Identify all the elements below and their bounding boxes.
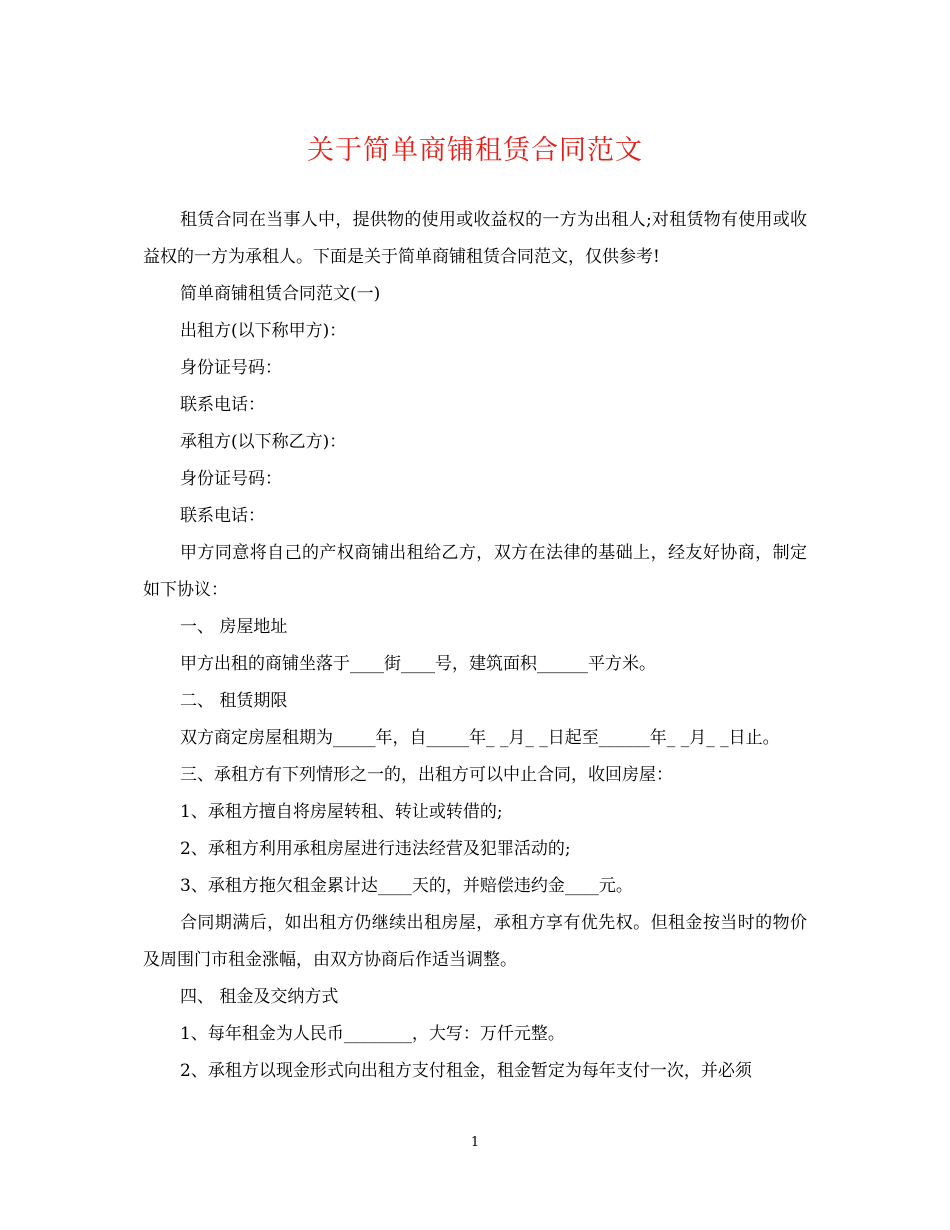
list-item-termination-3: 3、承租方拖欠租金累计达____天的，并赔偿违约金____元。: [180, 876, 633, 896]
document-title: 关于简单商铺租赁合同范文: [307, 135, 643, 166]
paragraph-subtitle: 简单商铺租赁合同范文(一): [180, 284, 381, 304]
paragraph-lessor-id: 身份证号码：: [180, 358, 282, 378]
list-item-rent-2: 2、承租方以现金形式向出租方支付租金，租金暂定为每年支付一次，并必须: [180, 1061, 752, 1081]
section-heading-term: 二、 租赁期限: [180, 691, 288, 711]
paragraph-lessee: 承租方(以下称乙方)：: [180, 432, 347, 452]
section-heading-termination: 三、承租方有下列情形之一的，出租方可以中止合同，收回房屋：: [180, 765, 673, 785]
paragraph-address: 甲方出租的商铺坐落于____街____号，建筑面积______平方米。: [180, 654, 656, 674]
document-body: [143, 202, 807, 1090]
page-number: 1: [470, 1135, 480, 1150]
section-heading-address: 一、 房屋地址: [180, 617, 288, 637]
paragraph-renewal: 合同期满后，如出租方仍继续出租房屋，承租方享有优先权。但租金按当时的物价及周围门市租金涨幅，由双方协商后作适当调整。: [143, 913, 807, 970]
paragraph-agreement: 甲方同意将自己的产权商铺出租给乙方，双方在法律的基础上，经友好协商，制定如下协议：: [143, 543, 807, 600]
list-item-rent-1: 1、每年租金为人民币________，大写：万仟元整。: [180, 1024, 565, 1044]
section-heading-rent: 四、 租金及交纳方式: [180, 987, 339, 1007]
paragraph-intro: 租赁合同在当事人中，提供物的使用或收益权的一方为出租人;对租赁物有使用或收益权的一方为承租人。下面是关于简单商铺租赁合同范文，仅供参考!: [143, 210, 807, 267]
list-item-termination-1: 1、承租方擅自将房屋转租、转让或转借的;: [180, 802, 503, 822]
paragraph-lessee-phone: 联系电话：: [180, 506, 265, 526]
list-item-termination-2: 2、承租方利用承租房屋进行违法经营及犯罪活动的;: [180, 839, 571, 859]
paragraph-lessor: 出租方(以下称甲方)：: [180, 321, 347, 341]
paragraph-lessor-phone: 联系电话：: [180, 395, 265, 415]
paragraph-lessee-id: 身份证号码：: [180, 469, 282, 489]
paragraph-term: 双方商定房屋租期为_____年，自_____年_ _月_ _日起至______年_ _月_ _日止。: [180, 728, 780, 748]
